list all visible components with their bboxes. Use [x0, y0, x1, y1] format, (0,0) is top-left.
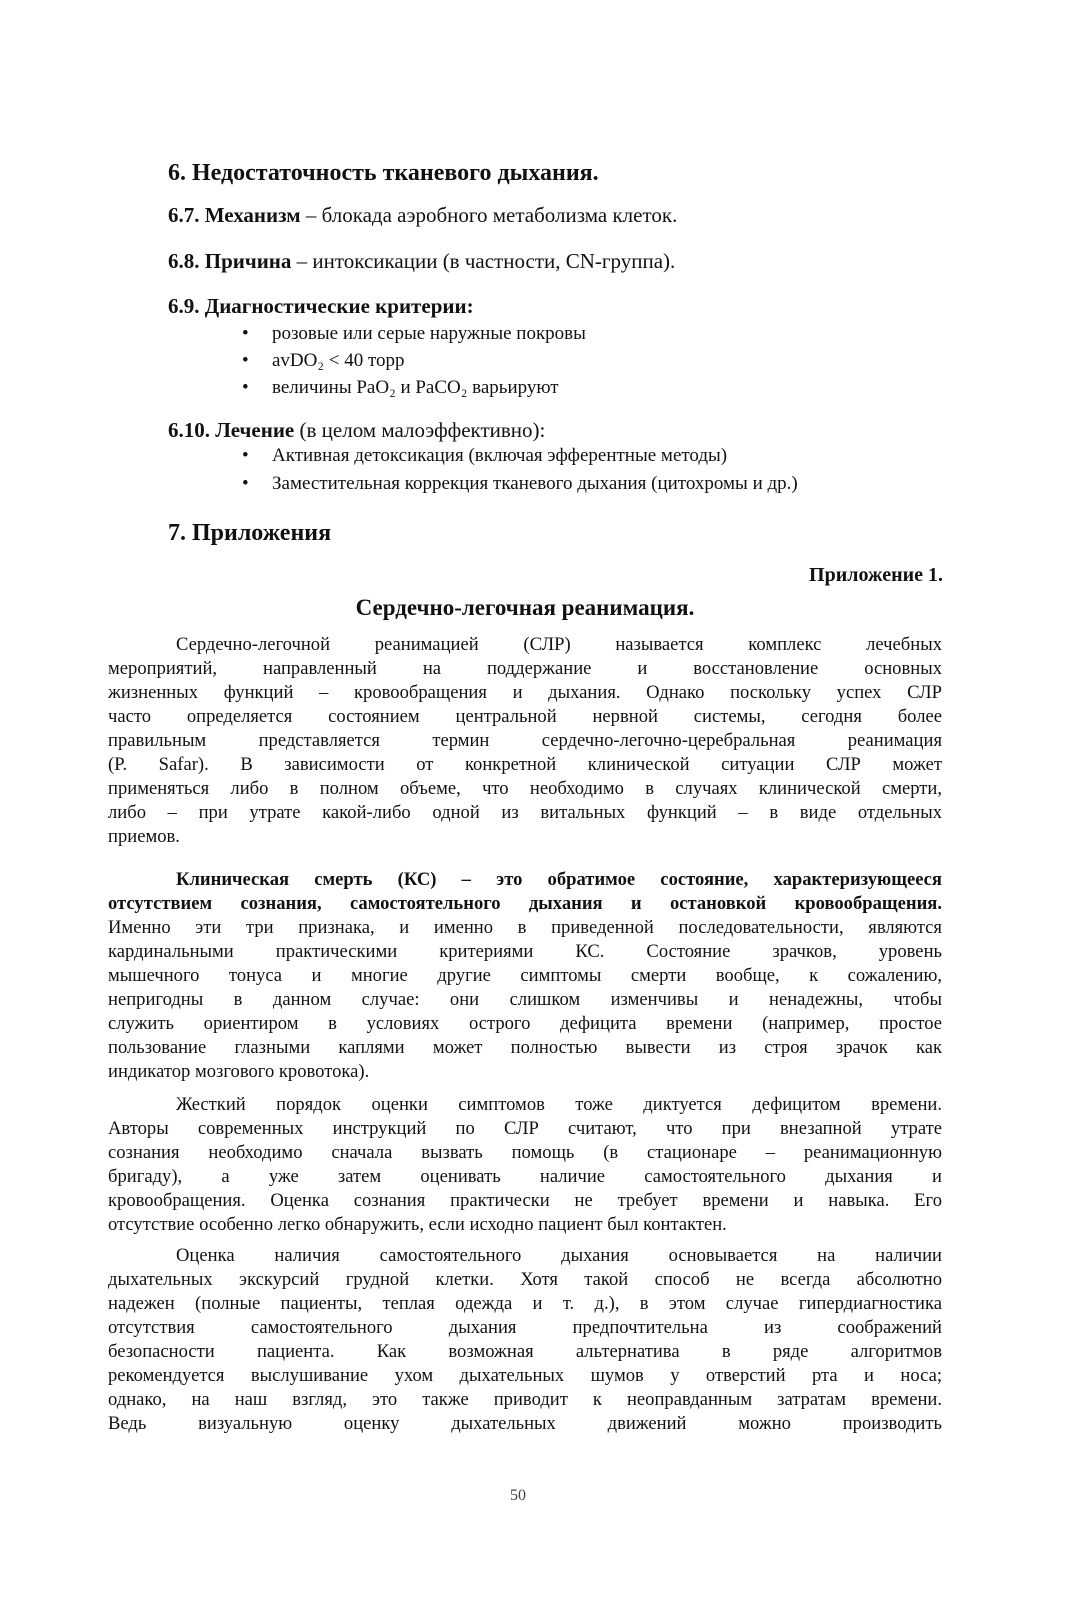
section-6-9-label: 6.9. Диагностические критерии: — [168, 294, 474, 318]
paragraph-4: Оценка наличия самостоятельного дыхания основывается на наличии дыхательных экскурсий грудной клетки. Хотя такой способ не всегда абсолютно надежен (полные пациенты, теплая одежда и т. д.), в этом случае гипердиагностика отсутствия самостоятельного дыхания предпочтительна из соображений безопасности пациента. Как возможная альтернатива в ряде алгоритмов рекомендуется выслушивание ухом дыхательных шумов у отверстий рта и носа; однако, на наш взгляд, это также приводит к неоправданным затратам времени. Ведь визуальную оценку дыхательных движений можно производить — [108, 1245, 942, 1434]
section-6-9 — [168, 294, 474, 319]
section-6-7-text: – блокада аэробного метаболизма клеток. — [300, 203, 678, 227]
list-item: • Активная детоксикация (включая эфферентные методы) — [242, 445, 728, 466]
section-6-10-text: (в целом малоэффективно): — [294, 418, 546, 442]
appendix-title: Сердечно-легочная реанимация. — [355, 595, 695, 620]
section-6-heading: 6. Недостаточность тканевого дыхания. — [168, 160, 599, 186]
section-6-8 — [168, 249, 675, 274]
paragraph-2: Клиническая смерть (КС) – это обратимое состояние, характеризующееся отсутствием сознания, самостоятельного дыхания и остановкой кровообращения. Именно эти три признака, и именно в приведенной последовательности, являются кардинальными практическими критериями КС. Состояние зрачков, уровень мышечного тонуса и многие другие симптомы смерти вообще, к сожалению, непригодны в данном случае: они слишком изменчивы и ненадежны, чтобы служить ориентиром в условиях острого дефицита времени (например, простое пользование глазными каплями может полностью вывести из строя зрачок как индикатор мозгового кровотока). — [108, 869, 942, 1082]
section-6-8-text: – интоксикации (в частности, CN-группа). — [291, 249, 676, 273]
paragraph-3: Жесткий порядок оценки симптомов тоже диктуется дефицитом времени. Авторы современных инструкций по СЛР считают, что при внезапной утрате сознания необходимо сначала вызвать помощь (в стационаре – реанимационную бригаду), а уже затем оценивать наличие самостоятельного дыхания и кровообращения. Оценка сознания практически не требует времени и навыка. Его отсутствие особенно легко обнаружить, если исходно пациент был контактен. — [108, 1094, 942, 1235]
section-6-8-label: 6.8. Причина — [168, 249, 292, 273]
section-6-7 — [168, 203, 677, 228]
list-item: • розовые или серые наружные покровы — [242, 323, 586, 344]
section-6-10 — [168, 418, 545, 443]
bullet-icon: • — [242, 350, 249, 371]
section-6-10-label: 6.10. Лечение — [168, 418, 295, 442]
list-item: • Заместительная коррекция тканевого дыхания (цитохромы и др.) — [242, 473, 798, 494]
list-item: • avDO₂ < 40 торр — [242, 350, 405, 371]
bullet-icon: • — [242, 445, 249, 466]
bullet-icon: • — [242, 473, 249, 494]
paragraph-1: Сердечно-легочной реанимацией (СЛР) называется комплекс лечебных мероприятий, направленный на поддержание и восстановление основных жизненных функций – кровообращения и дыхания. Однако поскольку успех СЛР часто определяется состоянием центральной нервной системы, сегодня более правильным представляется термин сердечно-легочно-церебральная реанимация (P. Safar). В зависимости от конкретной клинической ситуации СЛР может применяться либо в полном объеме, что необходимо в случаях клинической смерти, либо – при утрате какой-либо одной из витальных функций – в виде отдельных приемов. — [108, 634, 942, 847]
section-6-7-label: 6.7. Механизм — [168, 203, 301, 227]
appendix-label: Приложение 1. — [809, 564, 943, 586]
list-item: • величины PaO₂ и PaCO₂ варьируют — [242, 377, 559, 398]
page-number: 50 — [510, 1487, 526, 1504]
section-7-heading: 7. Приложения — [168, 520, 332, 546]
bullet-icon: • — [242, 377, 249, 398]
bullet-icon: • — [242, 323, 249, 344]
